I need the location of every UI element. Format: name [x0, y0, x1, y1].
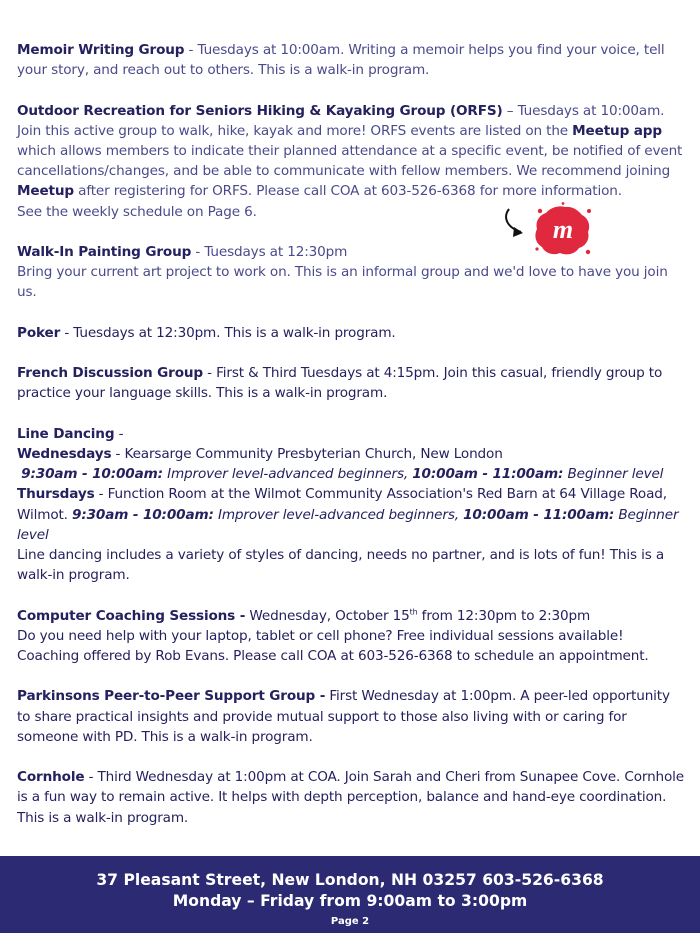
- footer-bar: [0, 856, 700, 933]
- program-schedule: Wednesday, October 15: [245, 607, 410, 624]
- separator: -: [203, 365, 217, 382]
- thu-time-1: 9:30am - 10:00am:: [72, 506, 214, 523]
- program-memoir: [17, 40, 685, 80]
- footer-hours: Monday – Friday from 9:00am to 3:00pm: [172, 892, 528, 910]
- program-description: Bring your current art project to work on. This is an informal group and we'd love to have you join us.: [17, 264, 668, 301]
- thu-level-1: Improver level-advanced beginners,: [213, 506, 464, 523]
- program-title: French Discussion Group: [17, 365, 204, 382]
- separator: -: [114, 425, 124, 442]
- program-line-dancing: [17, 424, 685, 586]
- program-title: Outdoor Recreation for Seniors Hiking & Kayaking Group (ORFS): [17, 102, 503, 119]
- program-cornhole: [17, 767, 685, 828]
- program-description: Join this active group to walk, hike, kayak and more! ORFS events are listed on the: [17, 122, 573, 139]
- svg-text:m: m: [552, 215, 574, 244]
- wednesday-location: - Kearsarge Community Presbyterian Church, New London: [111, 445, 503, 462]
- wed-time-2: 10:00am - 11:00am:: [412, 466, 564, 483]
- program-title: Memoir Writing Group: [17, 42, 185, 58]
- program-description-cont: after registering for ORFS. Please call COA at 603-526-6368 for more information.: [73, 183, 622, 200]
- program-description: Line dancing includes a variety of styles of dancing, needs no partner, and is lots of fun! This is a walk-in program.: [17, 547, 664, 584]
- program-description: First & Third Tuesdays at 4:15pm. Join this casual, friendly group to practice your language skills. This is a walk-in program.: [17, 365, 663, 402]
- wed-level-2: Beginner level: [563, 466, 664, 483]
- schedule-reference: See the weekly schedule on Page 6.: [17, 203, 257, 220]
- program-description: Tuesdays at 10:00am. Writing a memoir helps you find your voice, tell your story, and reach out to others. This is a walk-in program.: [17, 42, 665, 79]
- program-schedule-cont: from 12:30pm to 2:30pm: [417, 607, 591, 624]
- program-title: Walk-In Painting Group: [17, 244, 192, 260]
- program-title: Line Dancing: [17, 425, 115, 442]
- program-description: Tuesdays at 12:30pm. This is a walk-in program.: [73, 324, 396, 341]
- ordinal-suffix: th: [409, 607, 418, 617]
- program-description: Third Wednesday at 1:00pm at COA. Join Sarah and Cheri from Sunapee Cove. Cornhole is a fun way to remain active. It helps with depth perception, balance and hand-eye coordination. This is a walk-in program.: [17, 769, 685, 826]
- separator: -: [84, 769, 98, 786]
- meetup-app-text: Meetup app: [572, 122, 662, 139]
- program-description-cont: which allows members to indicate their planned attendance at a specific event, be notified of event cancellations/changes, and be able to communicate with fellow members. We recommend joining: [17, 143, 683, 180]
- program-computer-coaching: [17, 606, 685, 667]
- program-title: Computer Coaching Sessions -: [17, 607, 246, 624]
- separator: –: [502, 102, 518, 119]
- program-description: Do you need help with your laptop, tablet or cell phone? Free individual sessions available! Coaching offered by Rob Evans. Please call COA at 603-526-6368 to schedule an appointment.: [17, 627, 649, 664]
- program-french: [17, 363, 685, 403]
- page-number: Page 2: [330, 916, 370, 927]
- separator: -: [60, 324, 74, 341]
- thu-time-2: 10:00am - 11:00am:: [463, 506, 615, 523]
- program-list: [17, 40, 685, 848]
- program-parkinsons: [17, 686, 685, 747]
- program-schedule: Tuesdays at 10:00am.: [517, 102, 665, 119]
- program-title: Cornhole: [17, 769, 85, 786]
- program-poker: [17, 323, 685, 343]
- thursday-label: Thursdays: [17, 486, 95, 503]
- program-schedule: Tuesdays at 12:30pm: [204, 244, 348, 260]
- separator: -: [184, 42, 198, 58]
- meetup-logo: [500, 202, 600, 258]
- program-title: Parkinsons Peer-to-Peer Support Group -: [17, 688, 326, 705]
- footer-address: 37 Pleasant Street, New London, NH 03257 603-526-6368: [96, 871, 604, 889]
- wed-time-1: 9:30am - 10:00am:: [21, 466, 163, 483]
- program-description: First Wednesday at 1:00pm. A peer-led opportunity to share practical insights and provide mutual support to those also living with or caring for someone with PD. This is a walk-in program.: [17, 688, 670, 745]
- thu-level-2: Beginner level: [17, 506, 679, 543]
- wednesday-label: Wednesdays: [17, 445, 112, 462]
- thursday-location: - Function Room at the Wilmot Community Association's Red Barn at 64 Village Road, Wilmot.: [17, 486, 667, 523]
- meetup-text: Meetup: [17, 183, 74, 200]
- meetup-logo-icon: [532, 202, 592, 258]
- wed-level-1: Improver level-advanced beginners,: [162, 466, 413, 483]
- separator: -: [191, 244, 205, 260]
- program-title: Poker: [17, 324, 61, 341]
